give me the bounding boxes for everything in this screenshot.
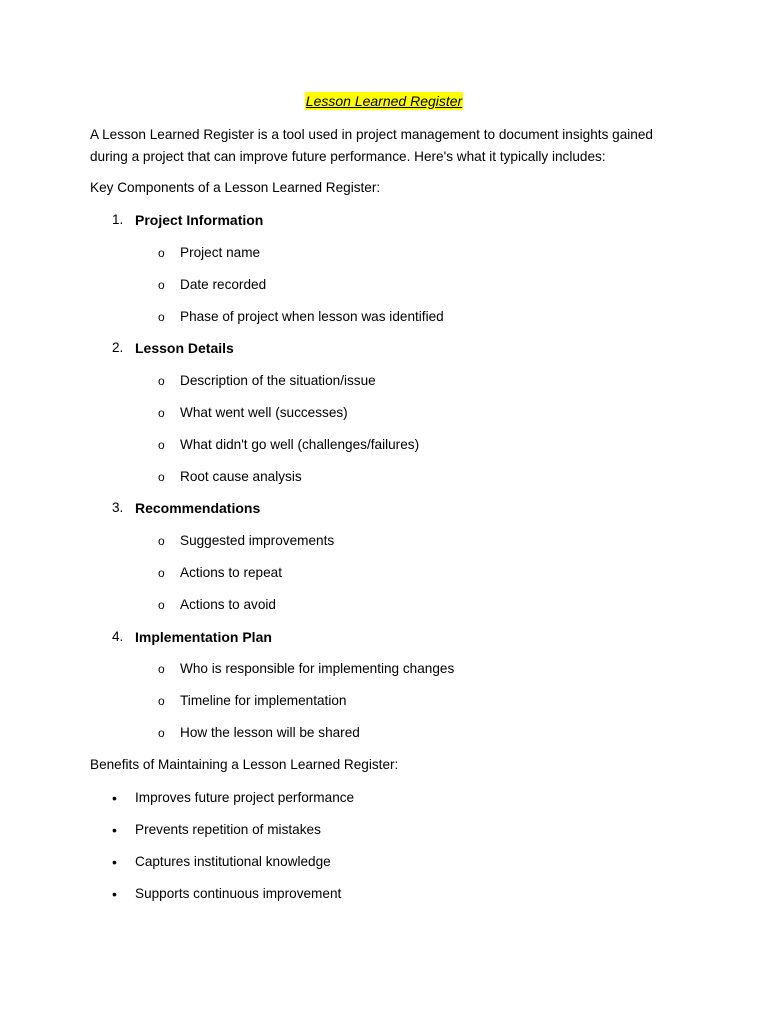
section-title: Implementation Plan — [135, 629, 272, 645]
benefit-text: Prevents repetition of mistakes — [135, 822, 321, 837]
list-item-text: Project name — [180, 245, 261, 260]
list-item-text: Suggested improvements — [180, 533, 335, 548]
list-item-text: What went well (successes) — [180, 405, 348, 420]
key-components-heading: Key Components of a Lesson Learned Register: — [90, 180, 381, 195]
intro-paragraph: A Lesson Learned Register is a tool used in project management to document insights gained during a project that can improve future performance. Here's what it typically includes: — [90, 127, 653, 164]
sub-bullet-marker: o — [158, 470, 165, 484]
sub-bullet-marker: o — [158, 726, 165, 740]
benefit-text: Captures institutional knowledge — [135, 854, 331, 869]
section-number: 4. — [112, 629, 124, 644]
list-item-text: Description of the situation/issue — [180, 373, 376, 388]
sub-bullet-marker: o — [158, 598, 165, 612]
sub-bullet-marker: o — [158, 406, 165, 420]
sub-bullet-marker: o — [158, 374, 165, 388]
section-number: 2. — [112, 340, 124, 355]
sub-bullet-marker: o — [158, 534, 165, 548]
sub-bullet-marker: o — [158, 438, 165, 452]
list-item-text: Who is responsible for implementing changes — [180, 661, 455, 676]
section-title: Lesson Details — [135, 340, 234, 356]
section-title: Recommendations — [135, 500, 261, 516]
benefit-text: Improves future project performance — [135, 790, 355, 805]
sub-bullet-marker: o — [158, 566, 165, 580]
section-title: Project Information — [135, 212, 264, 228]
list-item-text: Timeline for implementation — [180, 693, 347, 708]
benefit-text: Supports continuous improvement — [135, 886, 342, 901]
list-item-text: Actions to avoid — [180, 597, 276, 612]
list-item-text: How the lesson will be shared — [180, 725, 360, 740]
bullet-marker: • — [112, 822, 117, 838]
sub-bullet-marker: o — [158, 694, 165, 708]
bullet-marker: • — [112, 790, 117, 806]
section-number: 1. — [112, 212, 124, 227]
sub-bullet-marker: o — [158, 662, 165, 676]
list-item-text: Root cause analysis — [180, 469, 302, 484]
bullet-marker: • — [112, 854, 117, 870]
sub-bullet-marker: o — [158, 310, 165, 324]
sub-bullet-marker: o — [158, 246, 165, 260]
document-title: Lesson Learned Register — [305, 93, 463, 109]
title-container — [0, 92, 768, 111]
sub-bullet-marker: o — [158, 278, 165, 292]
list-item-text: Actions to repeat — [180, 565, 283, 580]
bullet-marker: • — [112, 886, 117, 902]
section-number: 3. — [112, 500, 124, 515]
list-item-text: Phase of project when lesson was identified — [180, 309, 444, 324]
benefits-heading: Benefits of Maintaining a Lesson Learned Register: — [90, 757, 399, 772]
list-item-text: Date recorded — [180, 277, 267, 292]
list-item-text: What didn't go well (challenges/failures) — [180, 437, 420, 452]
